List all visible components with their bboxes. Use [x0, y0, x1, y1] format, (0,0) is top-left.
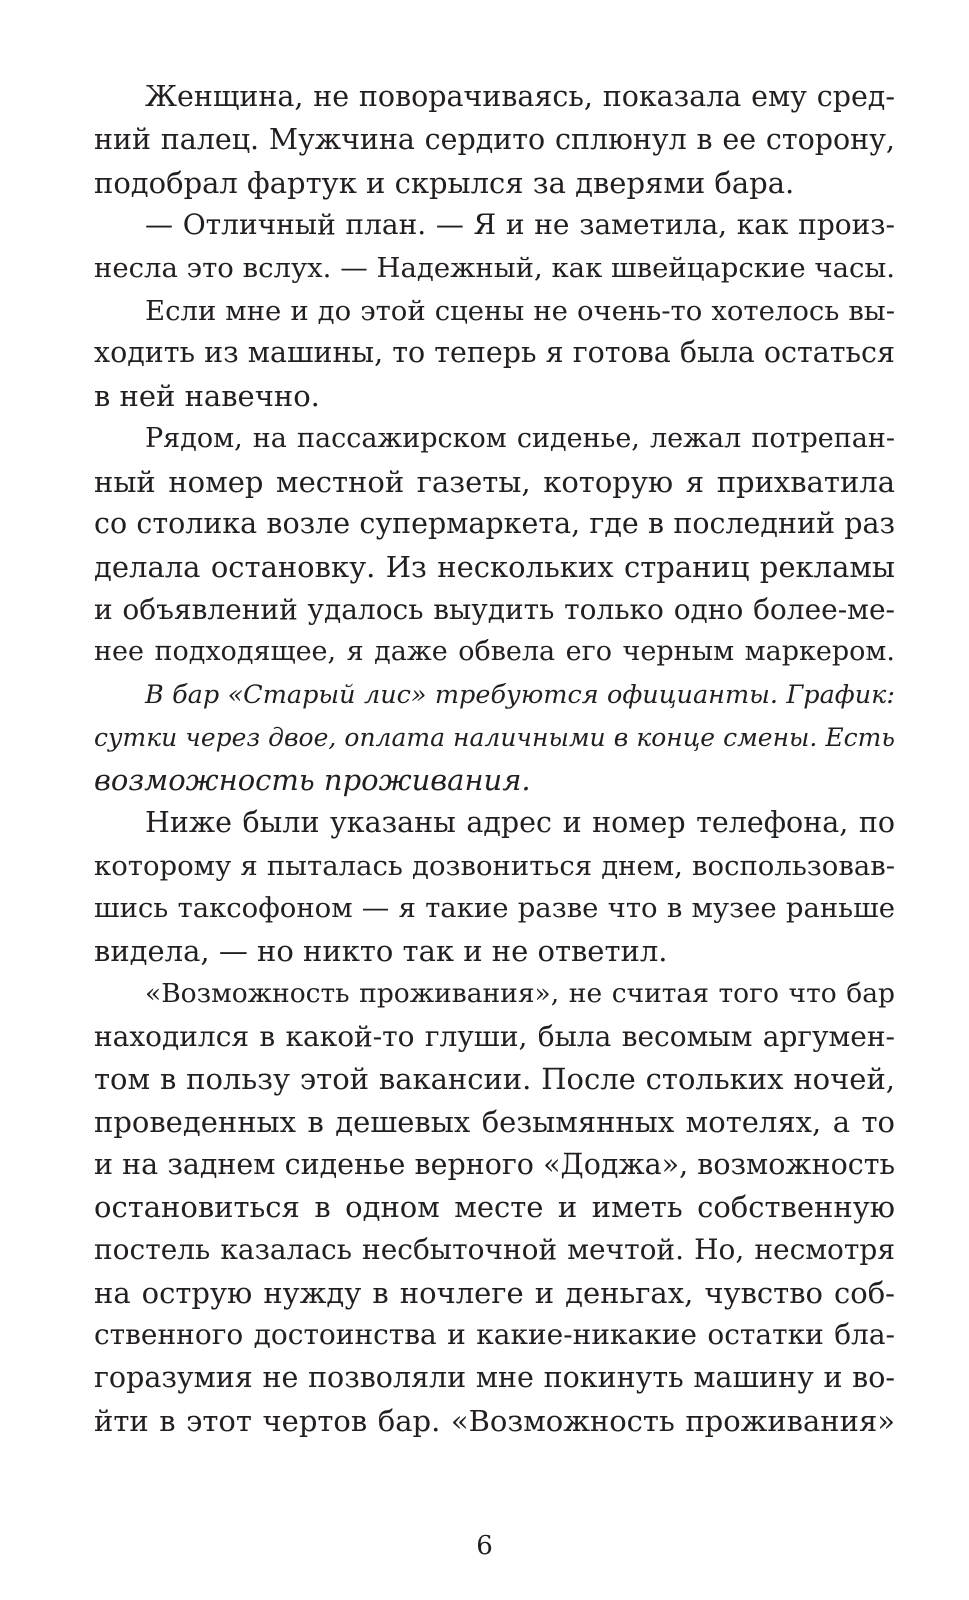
- text-line: со столика возле супермаркета, где в последний раз: [94, 507, 895, 540]
- text-line: Женщина, не поворачиваясь, показала ему сред-: [145, 80, 895, 113]
- text-line: шись таксофоном — я такие разве что в музее раньше: [94, 892, 895, 924]
- text-line: Если мне и до этой сцены не очень-то хотелось вы-: [145, 295, 895, 327]
- text-line: на острую нужду в ночлеге и деньгах, чувство соб-: [94, 1276, 895, 1310]
- text-line: проведенных в дешевых безымянных мотелях, а то: [94, 1105, 895, 1139]
- text-line: делала остановку. Из нескольких страниц рекламы: [94, 550, 895, 584]
- text-line: нее подходящее, я даже обвела его черным маркером.: [94, 636, 895, 667]
- italic-text-line: В бар «Старый лис» требуются официанты. График:: [145, 680, 895, 710]
- text-line: том в пользу этой вакансии. После стольких ночей,: [94, 1062, 895, 1096]
- page-number: 6: [476, 1531, 493, 1561]
- text-line: Ниже были указаны адрес и номер телефона, по: [145, 806, 895, 839]
- italic-text-line: возможность проживания.: [94, 763, 531, 797]
- text-line: ственного достоинства и какие-никакие остатки бла-: [94, 1318, 895, 1351]
- text-line: несла это вслух. — Надежный, как швейцарские часы.: [94, 252, 895, 284]
- text-line: видела, — но никто так и не ответил.: [94, 934, 668, 968]
- text-line: и объявлений удалось выудить только одно более-ме-: [94, 593, 895, 626]
- text-line: подобрал фартук и скрылся за дверями бара.: [94, 166, 795, 200]
- text-line: йти в этот чертов бар. «Возможность проживания»: [94, 1404, 895, 1438]
- text-line: постель казалась несбыточной мечтой. Но, несмотря: [94, 1233, 895, 1266]
- text-line: горазумия не позволяли мне покинуть машину и во-: [94, 1361, 895, 1394]
- text-line: в ней навечно.: [94, 379, 320, 413]
- text-line: которому я пыталась дозвониться днем, воспользовав-: [94, 850, 895, 882]
- text-line: — Отличный план. — Я и не заметила, как произ-: [145, 208, 895, 241]
- text-line: ный номер местной газеты, которую я прихватила: [94, 465, 895, 499]
- text-line: остановиться в одном месте и иметь собственную: [94, 1190, 895, 1224]
- text-line: «Возможность проживания», не считая того что бар: [145, 978, 895, 1009]
- text-line: находился в какой-то глуши, была весомым аргумен-: [94, 1020, 895, 1053]
- text-line: ний палец. Мужчина сердито сплюнул в ее сторону,: [94, 123, 895, 156]
- text-line: и на заднем сиденье верного «Доджа», возможность: [94, 1148, 895, 1181]
- text-line: ходить из машины, то теперь я готова была остаться: [94, 336, 895, 369]
- italic-text-line: сутки через двое, оплата наличными в конце смены. Есть: [94, 723, 895, 752]
- text-line: Рядом, на пассажирском сиденье, лежал потрепан-: [145, 423, 895, 454]
